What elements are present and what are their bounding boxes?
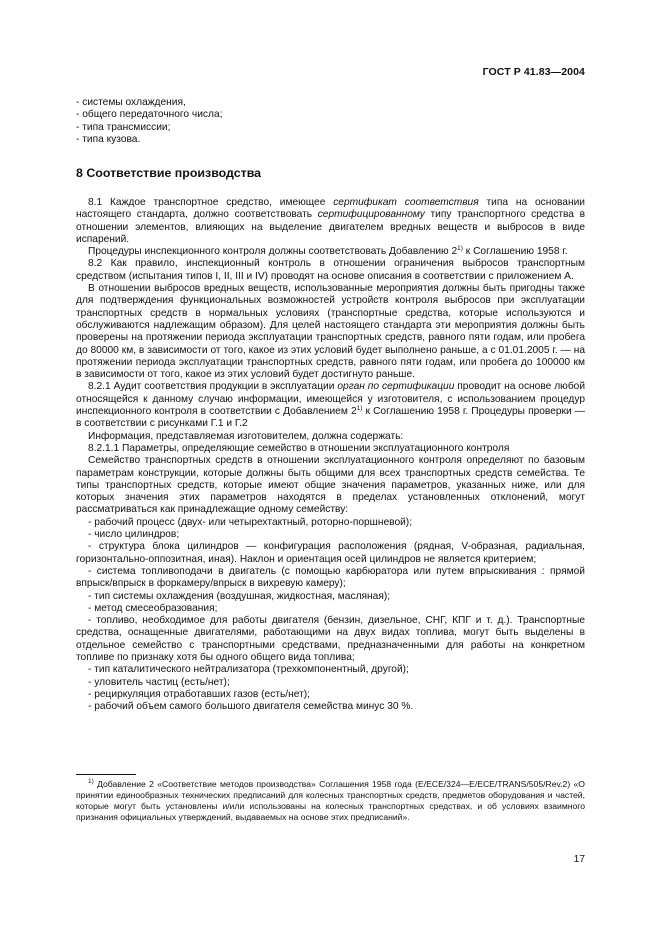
paragraph-8-2: 8.2 Как правило, инспекционный контроль в отношении ограничения выбросов транспортным средством (испытания типов I, II, III и IV) проводят на основе описания в соответствии с приложением А. xyxy=(76,258,585,282)
list-item: - общего передаточного числа; xyxy=(76,109,223,121)
list-item: - рабочий объем самого большого двигателя семейства минус 30 %. xyxy=(88,701,414,713)
section-title: 8 Соответствие производства xyxy=(76,166,262,180)
paragraph-8-1: 8.1 Каждое транспортное средство, имеющее сертификат соответствия типа на основании настоящего стандарта, должно соответствовать сертифицированному типу транспортного средства в отношении элементов, влияющих на выделение двигателем вредных веществ и выбросов в виде испарений. xyxy=(76,197,585,245)
paragraph-info: Информация, представляемая изготовителем, должна содержать: xyxy=(88,430,404,442)
list-item: - структура блока цилиндров — конфигурация расположения (рядная, V-образная, радиальная, горизонтально-оппозитная, иная). Наклон и ориентация осей цилиндров не является критерием; xyxy=(76,541,585,565)
list-item: - рабочий процесс (двух- или четырехтактный, роторно-поршневой); xyxy=(88,516,413,528)
footnote-divider xyxy=(76,774,136,775)
list-item: - система топливоподачи в двигатель (с помощью карбюратора или путем впрыскивания : прямой впрыск/впрыск в форкамеру/впрыск в вихревую камеру); xyxy=(76,565,585,590)
list-item: - топливо, необходимое для работы двигателя (бензин, дизельное, СНГ, КПГ и т. д.). Транспортные средства, оснащенные двигателями, работающими на двух видах топлива, могут быть выделены в отдельное семейство с транспортными средствами, предназначенными для работы на конкретном топливе по признаку хотя бы одного общего вида топлива; xyxy=(76,615,585,663)
list-item: - тип каталитического нейтрализатора (трехкомпонентный, другой); xyxy=(88,664,409,676)
list-item: - системы охлаждения, xyxy=(76,97,186,108)
section-body xyxy=(76,197,585,713)
list-item: - тип системы охлаждения (воздушная, жидкостная, масляная); xyxy=(88,590,391,602)
list-item: - типа кузова. xyxy=(76,133,141,145)
paragraph-procedures: Процедуры инспекционного контроля должны соответствовать Добавлению 2$^{1)}$ к Соглашению 1958 г. xyxy=(88,245,568,258)
top-list xyxy=(76,97,222,146)
paragraph-8-2-1-1: 8.2.1.1 Параметры, определяющие семейство в отношении эксплуатационного контроля xyxy=(88,442,510,454)
paragraph-8-2-1: 8.2.1 Аудит соответствия продукции в эксплуатации орган по сертификации проводит на основе любой относящейся к данному случаю информации, имеющейся у изготовителя, с использованием процедур инспекционного контроля в соответствии с Добавлением 2$^{1)}$ к Соглашению 1958 г. Процедуры проверки — в соответствии с рисунками Г.1 и Г.2 xyxy=(76,381,586,430)
list-item: - метод смесеобразования; xyxy=(88,602,218,614)
paragraph-emissions: В отношении выбросов вредных веществ, использованные мероприятия должны быть пригодны также для подтверждения функциональных возможностей устройств контроля выбросов при эксплуатации транспортных средств в нормальных условиях (транспортные средства, которые используются и обслуживаются надлежащим образом). Для целей настоящего стандарта эти мероприятия должны быть проверены на протяжении периода эксплуатации транспортных средств, равного пяти годам, или пробега до 80000 км, в зависимости от того, какое из этих условий будет выполнено раньше, а с 01.01.2005 г. — на протяжении периода эксплуатации транспортных средств, равного пяти годам, или пробега до 100000 км в зависимости от того, какое из этих условий будет достигнуто раньше. xyxy=(76,283,585,381)
paragraph-family: Семейство транспортных средств в отношении эксплуатационного контроля определяют по базовым параметрам конструкции, которые должны быть общими для всех транспортных средств семейства. Те типы транспортных средств, которые имеют общие значения параметров, указанных ниже, или для которых значения этих параметров находятся в пределах установленных отклонений, могут рассматриваться как принадлежащие одному семейству: xyxy=(76,455,585,516)
list-item: - типа трансмиссии; xyxy=(76,121,171,133)
document-code: ГОСТ Р 41.83—2004 xyxy=(482,66,585,78)
list-item: - рециркуляция отработавших газов (есть/нет); xyxy=(88,688,310,700)
page-number: 17 xyxy=(573,854,585,865)
list-item: - число цилиндров; xyxy=(88,529,180,541)
list-item: - уловитель частиц (есть/нет); xyxy=(88,676,230,688)
footnote: $^{1)}$ Добавление 2 «Соответствие методов производства» Соглашения 1958 года (E/ECE/324—E/ECE/TRANS/505/Rev.2) «О принятии единообразных технических предписаний для колесных транспортных средств, предметов оборудования и частей, которые могут быть установлены и/или использованы на колесных транспортных средствах, и об условиях взаимного признания официальных утверждений, выдаваемых на основе этих предписаний». xyxy=(76,778,585,822)
